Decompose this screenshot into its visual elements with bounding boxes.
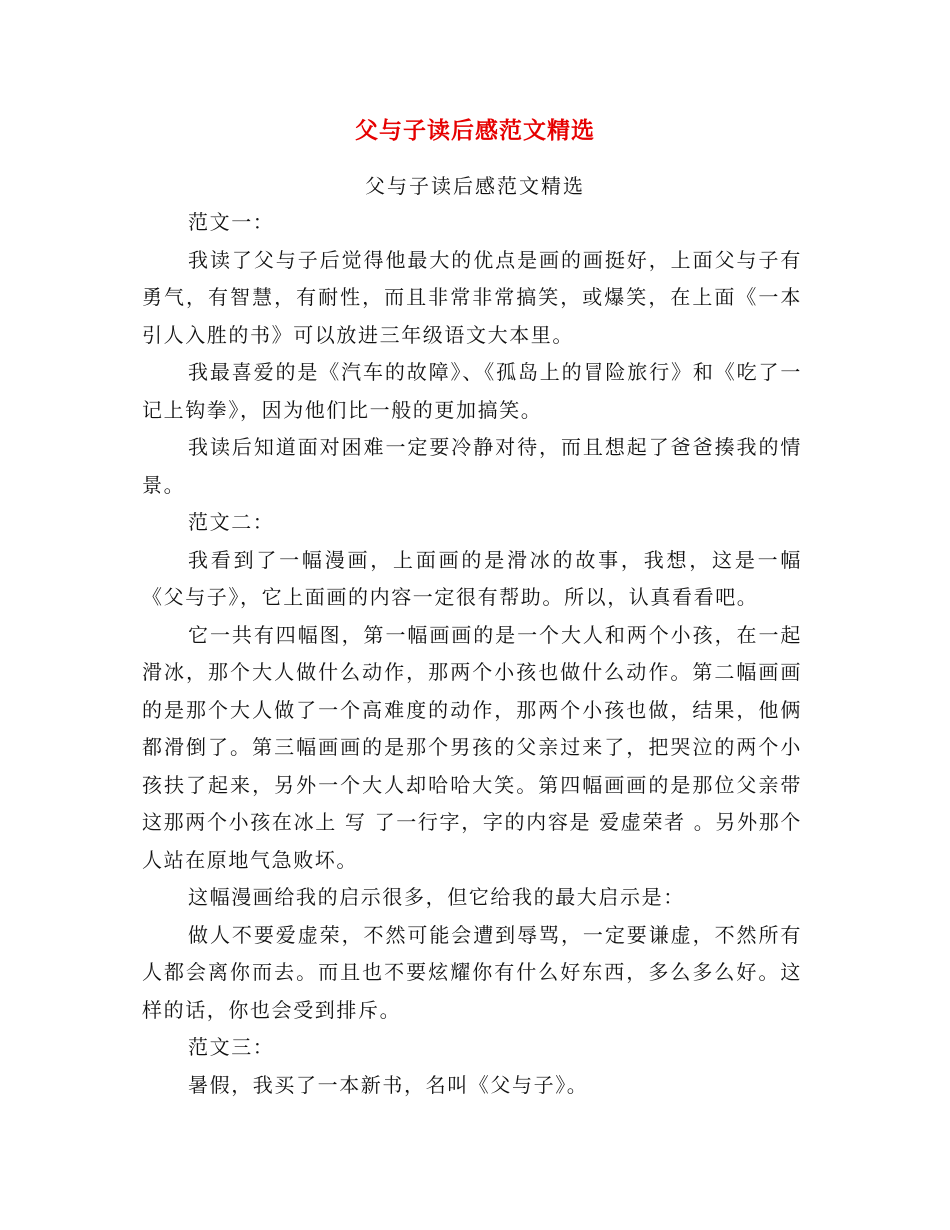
section-heading-2: 范文二： [188, 510, 275, 534]
section-heading-3: 范文三： [188, 1035, 275, 1059]
paragraph: 暑假，我买了一本新书，名叫《父与子》。 [188, 1072, 589, 1097]
paragraph: 它一共有四幅图，第一幅画画的是一个大人和两个小孩，在一起滑冰，那个大人做什么动作，那两个小孩也做什么动作。第二幅画画的是那个大人做了一个高难度的动作，那两个小孩也做，结果，他俩都滑倒了。第三幅画画的是那个男孩的父亲过来了，把哭泣的两个小孩扶了起来，另外一个大人却哈哈大笑。第四幅画画的是那位父亲带这那两个小孩在冰上 写 了一行字，字的内容是 爱虚荣者 。另外那个人站在原地气急败坏。 [142, 622, 802, 872]
paragraph: 我读后知道面对困难一定要冷静对待，而且想起了爸爸揍我的情景。 [142, 435, 802, 497]
document-subtitle: 父与子读后感范文精选 [365, 174, 585, 198]
paragraph: 做人不要爱虚荣，不然可能会遭到辱骂，一定要谦虚，不然所有人都会离你而去。而且也不要炫耀你有什么好东西，多么多么好。这样的话，你也会受到排斥。 [142, 922, 802, 1022]
paragraph: 这幅漫画给我的启示很多，但它给我的最大启示是： [188, 885, 685, 909]
document-body [142, 204, 802, 1104]
document-title: 父与子读后感范文精选 [355, 118, 595, 144]
paragraph: 我最喜爱的是《汽车的故障》、《孤岛上的冒险旅行》和《吃了一记上钩拳》，因为他们比一般的更加搞笑。 [142, 360, 802, 422]
paragraph: 我读了父与子后觉得他最大的优点是画的画挺好，上面父与子有勇气，有智慧，有耐性，而且非常非常搞笑，或爆笑，在上面《一本引人入胜的书》可以放进三年级语文大本里。 [142, 247, 802, 347]
section-heading-1: 范文一： [188, 210, 275, 234]
paragraph: 我看到了一幅漫画，上面画的是滑冰的故事，我想，这是一幅《父与子》，它上面画的内容一定很有帮助。所以，认真看看吧。 [142, 547, 802, 609]
